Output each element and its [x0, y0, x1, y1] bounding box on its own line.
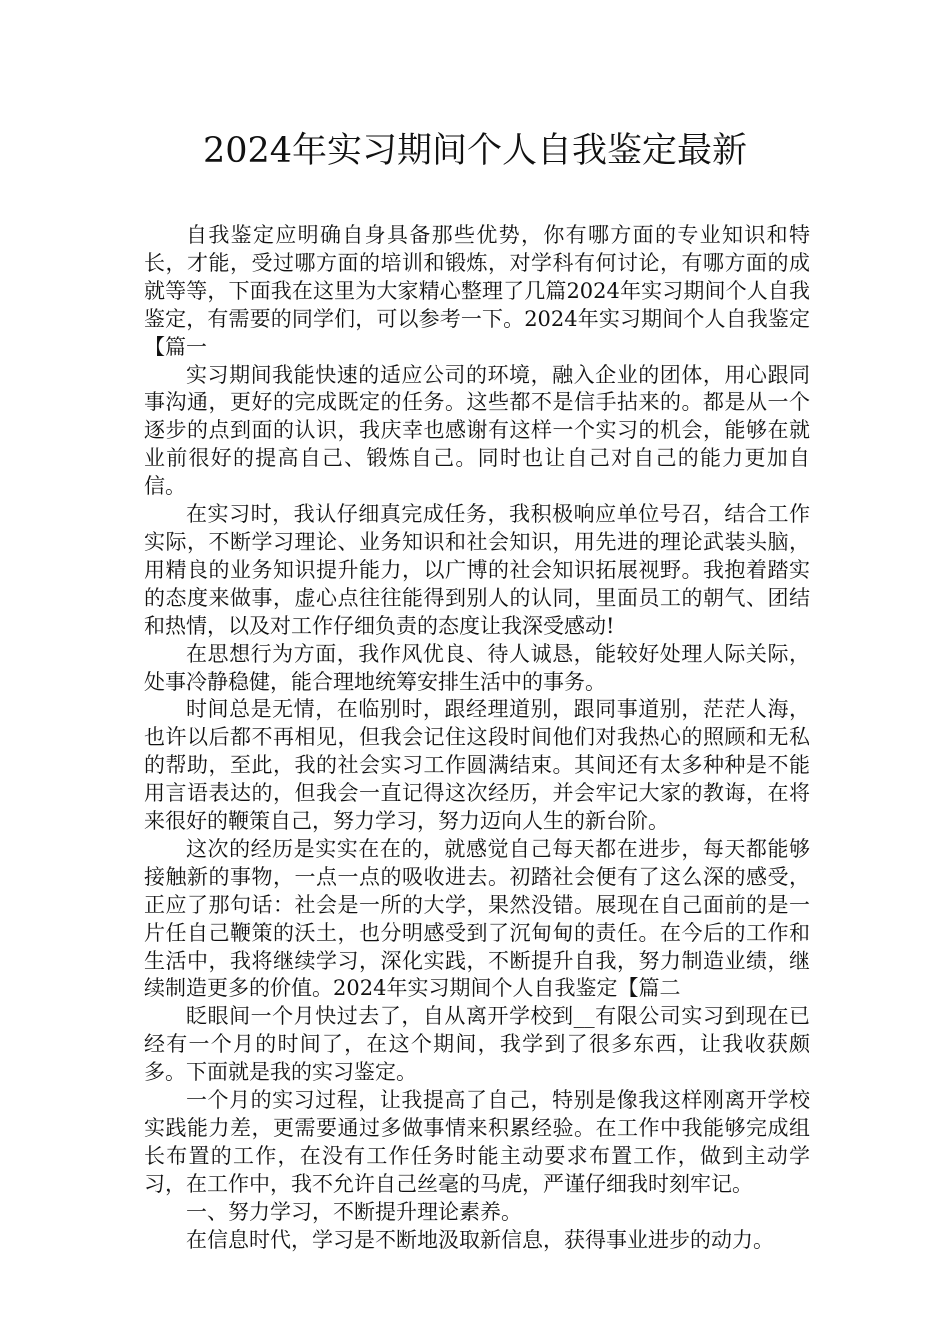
- paragraph: 自我鉴定应明确自身具备那些优势，你有哪方面的专业知识和特长，才能，受过哪方面的培训和锻炼，对学科有何讨论，有哪方面的成就等等，下面我在这里为大家精心整理了几篇2024年实习期间个人自我鉴定，有需要的同学们，可以参考一下。2024年实习期间个人自我鉴定【篇一: [144, 223, 810, 359]
- paragraph: 实习期间我能快速的适应公司的环境，融入企业的团体，用心跟同事沟通，更好的完成既定的任务。这些都不是信手拈来的。都是从一个逐步的点到面的认识，我庆幸也感谢有这样一个实习的机会，能够在就业前很好的提高自己、锻炼自己。同时也让自己对自己的能力更加自信。: [144, 362, 810, 499]
- paragraph: 眨眼间一个月快过去了，自从离开学校到__有限公司实习到现在已经有一个月的时间了，在这个期间，我学到了很多东西，让我收获颇多。下面就是我的实习鉴定。: [144, 1004, 810, 1085]
- paragraph: 在信息时代，学习是不断地汲取新信息，获得事业进步的动力。: [186, 1227, 774, 1252]
- document-body: [144, 222, 810, 1255]
- section-heading: 一、努力学习，不断提升理论素养。: [186, 1199, 522, 1224]
- document-title: 2024年实习期间个人自我鉴定最新: [202, 131, 748, 171]
- paragraph: 这次的经历是实实在在的，就感觉自己每天都在进步，每天都能够接触新的事物，一点一点的吸收进去。初踏社会便有了这么深的感受，正应了那句话：社会是一所的大学，果然没错。展现在自己面前的是一片任自己鞭策的沃土，也分明感受到了沉甸甸的责任。在今后的工作和生活中，我将继续学习，深化实践，不断提升自我，努力制造业绩，继续制造更多的价值。2024年实习期间个人自我鉴定【篇二: [144, 836, 810, 1001]
- paragraph: 在实习时，我认仔细真完成任务，我积极响应单位号召，结合工作实际，不断学习理论、业务知识和社会知识，用先进的理论武装头脑，用精良的业务知识提升能力，以广博的社会知识拓展视野。我抱着踏实的态度来做事，虚心点往往能得到别人的认同，里面员工的朝气、团结和热情，以及对工作仔细负责的态度让我深受感动!: [144, 502, 810, 638]
- paragraph: 时间总是无情，在临别时，跟经理道别，跟同事道别，茫茫人海，也许以后都不再相见，但我会记住这段时间他们对我热心的照顾和无私的帮助，至此，我的社会实习工作圆满结束。其间还有太多种种是不能用言语表达的，但我会一直记得这次经历，并会牢记大家的教诲，在将来很好的鞭策自己，努力学习，努力迈向人生的新台阶。: [144, 697, 810, 834]
- paragraph: 一个月的实习过程，让我提高了自己，特别是像我这样刚离开学校实践能力差，更需要通过多做事情来积累经验。在工作中我能够完成组长布置的工作，在没有工作任务时能主动要求布置工作，做到主动学习，在工作中，我不允许自己丝毫的马虎，严谨仔细我时刻牢记。: [144, 1088, 810, 1196]
- paragraph: 在思想行为方面，我作风优良、待人诚恳，能较好处理人际关际，处事冷静稳健，能合理地统筹安排生活中的事务。: [144, 641, 810, 694]
